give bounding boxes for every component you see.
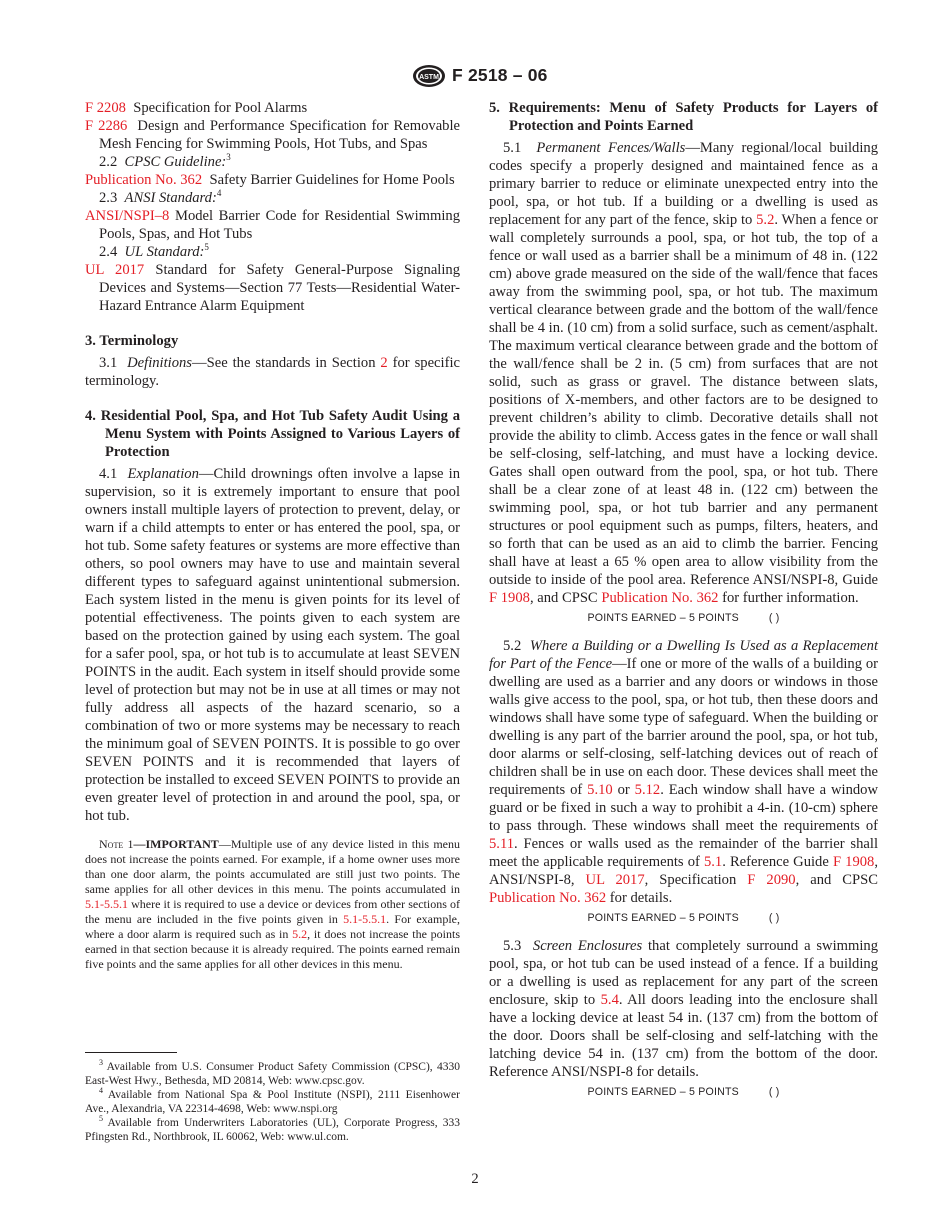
body-text: , and CPSC <box>529 590 602 606</box>
body-text: —See the standards in Section <box>192 355 381 371</box>
section-number: 2.2 <box>99 154 118 170</box>
footnote <box>85 1088 460 1116</box>
section-title: Definitions <box>127 355 192 371</box>
reference-link[interactable]: F 2286 <box>85 118 128 134</box>
note-text: , it does not increase the points earned in that section because it is already required. The points earned remain five points and the same applies for all other devices in this menu. <box>85 927 460 971</box>
points-label: POINTS EARNED – 5 POINTS <box>587 912 739 924</box>
reference-link[interactable]: F 2208 <box>85 100 126 116</box>
section-4-heading: 4. Residential Pool, Spa, and Hot Tub Safety Audit Using a Menu System with Points Assigned to Various Layers of Protection <box>85 408 460 460</box>
section-5-2 <box>489 637 878 907</box>
reference-link[interactable]: F 1908 <box>832 854 875 870</box>
right-column <box>489 99 878 1101</box>
section-5-3 <box>489 937 878 1081</box>
section-number: 4.1 <box>99 466 118 482</box>
body-text: —Child drownings often involve a lapse in supervision, so it is extremely important to ensure that pool owners install multiple layers of protection to prevent, delay, or warn if a child attempts to enter or has entered the pool, spa, or hot tub. Some safety features or systems are more effective than others, so pool owners may have to use and maintain several different types to safeguard against unintentional submersion. Each system listed in the menu is given points for its level of potential effectiveness. The points given to each system are based on the protection gained by using each system. The goal for a safer pool, spa, or hot tub is to accumulate at least SEVEN POINTS in the audit. Each system in itself should provide some level of protection but may not be in use at all times or may not fully address all aspects of the hazard scenario, so a combination of two or more systems may be necessary to reach the minimum goal of SEVEN POINTS. It is possible to go over SEVEN POINTS and it is recommended that layers of protection be installed to exceed SEVEN POINTS to provide an even greater level of protection in and around the pool, spa, or hot tub. <box>85 466 460 824</box>
section-2-4 <box>85 243 460 261</box>
note-label: Note 1 <box>99 837 134 851</box>
section-number: 5.3 <box>503 938 522 954</box>
section-title: Where a Building or a Dwelling Is Used as a Replacement for Part of the Fence <box>489 638 879 672</box>
points-label: POINTS EARNED – 5 POINTS <box>587 612 739 624</box>
body-text: for specific terminology. <box>85 355 460 389</box>
footnote-divider <box>85 1052 177 1053</box>
section-link[interactable]: 5.1 <box>703 854 723 870</box>
note-text: —Multiple use of any device listed in this menu does not increase the points earned. For example, if a home owner uses more than one door alarm, the points accumulated are still just two points. The same applies for all other devices in this menu. The points accumulated in <box>85 837 460 896</box>
footnote-marker: 4 <box>216 188 222 199</box>
body-text: . Fences or walls used as the remainder of the barrier shall meet the applicable requirements of <box>489 836 878 870</box>
body-text: for further information. <box>718 590 859 606</box>
section-number: 5.2 <box>503 638 522 654</box>
reference-link[interactable]: F 1908 <box>489 590 530 606</box>
section-link[interactable]: 5.1-5.5.1 <box>85 897 128 911</box>
body-text: —If one or more of the walls of a building or dwelling are used as a barrier and any doors or windows in those walls give access to the pool, spa, or hot tub, then these doors and windows shall have some type of safeguard. When the building or dwelling is any part of the barrier around the pool, spa, or hot tub, door alarms or self-closing, self-latching devices out of reach of children shall be in use on each door. These devices shall meet the requirements of <box>489 656 878 798</box>
standard-designation: F 2518 – 06 <box>452 65 548 85</box>
footnotes <box>85 1052 460 1144</box>
section-link[interactable]: 2 <box>380 355 388 371</box>
section-number: 3.1 <box>99 355 118 371</box>
section-title: UL Standard: <box>124 244 205 260</box>
reference-item <box>85 117 460 153</box>
section-number: 2.3 <box>99 190 118 206</box>
body-text: that completely surround a swimming pool, spa, or hot tub can be used instead of a fence. If a building or a dwelling is used as replacement for any part of the screen enclosure, skip to <box>489 938 878 1008</box>
section-title: CPSC Guideline: <box>124 154 227 170</box>
body-text: . When a fence or wall completely surrounds a pool, spa, or hot tub, the top of a fence or wall used as a barrier shall be a minimum of 48 in. (122 cm) above grade measured on the side of the wall/fence that faces away from the swimming pool, spa, or hot tub. The maximum vertical clearance between grade and the bottom of the wall/fence shall be 4 in. (10 cm) from a solid surface, such as cement/asphalt. The maximum vertical clearance between grade and the bottom of the wall/fence shall be 2 in. (5 cm) from surfaces that are not solid, such as grass or gravel. The distance between slats, positions of X-members, and other factors are to be designed to prevent children’s ability to climb. Decorative details shall not provide the ability to climb. Access gates in the fence or wall shall be self-closing, self-latching, and must have a locking device. Gates shall open outward from the pool, spa, or hot tub. There shall be a clear zone of at least 48 in. (122 cm) between the swimming pool, spa, or hot tub barrier and any permanent structures or pool equipment such as pumps, filters, heaters, and so forth that can be used as an aid to climb the barrier. Fencing shall have at least a 65 % open area to allow visibility from the outside to inside of the pool area. Reference ANSI/NSPI-8, Guide <box>489 212 878 588</box>
reference-link[interactable]: UL 2017 <box>85 262 145 278</box>
section-link[interactable]: 5.10 <box>587 782 613 798</box>
body-text: . Each window shall have a window guard or be fixed in such a way to prohibit a 4-in. (10-cm) sphere to pass through. These windows shall meet the requirements of <box>489 782 879 834</box>
reference-link[interactable]: ANSI/NSPI–8 <box>85 208 170 224</box>
body-text: , and CPSC <box>795 872 879 888</box>
points-checkbox[interactable]: ( ) <box>768 912 780 924</box>
reference-link[interactable]: Publication No. 362 <box>601 590 719 606</box>
points-checkbox[interactable]: ( ) <box>768 1086 780 1098</box>
section-5-1 <box>489 139 878 607</box>
note-important: —IMPORTANT <box>133 837 219 851</box>
page-header <box>0 64 950 90</box>
footnote-number: 5 <box>99 1114 103 1124</box>
section-link[interactable]: 5.1-5.5.1 <box>343 912 387 926</box>
section-number: 2.4 <box>99 244 118 260</box>
footnote-text: Available from National Spa & Pool Institute (NSPI), 2111 Eisenhower Ave., Alexandria, VA 22314-4698, Web: www.nspi.org <box>85 1089 460 1115</box>
body-text: —Many regional/local building codes specify a properly designed and maintained fence as a primary barrier to reduce or eliminate unexpected entry into the pool, spa, or hot tub. If a building or a dwelling is used as replacement for any part of the fence, skip to <box>489 140 879 228</box>
reference-link[interactable]: UL 2017 <box>585 872 645 888</box>
reference-link[interactable]: Publication No. 362 <box>489 890 607 906</box>
note-text: where it is required to use a device or devices from other sections of the menu are included in the five points given in <box>85 897 460 926</box>
section-3-heading: 3. Terminology <box>85 333 179 349</box>
page-number: 2 <box>471 1171 479 1187</box>
section-title: Screen Enclosures <box>532 938 643 954</box>
body-text: . All doors leading into the enclosure shall have a locking device at least 54 in. (137 cm) from the bottom of the door. Doors shall be self-closing and self-latching with the latching device 54 in. (137 cm) from the bottom of the door. Reference ANSI/NSPI-8 for details. <box>489 992 878 1080</box>
section-2-3 <box>85 189 460 207</box>
astm-logo-icon <box>412 64 446 88</box>
section-5-heading: 5. Requirements: Menu of Safety Products for Layers of Protection and Points Earned <box>489 100 878 134</box>
reference-text: Safety Barrier Guidelines for Home Pools <box>209 172 455 188</box>
points-earned <box>489 909 878 927</box>
reference-text: Design and Performance Specification for Removable Mesh Fencing for Swimming Pools, Hot Tubs, and Spas <box>99 118 461 152</box>
left-column <box>85 99 460 972</box>
reference-item <box>85 99 460 117</box>
points-earned <box>489 1083 878 1101</box>
body-text: , Specification <box>644 872 748 888</box>
footnote-number: 4 <box>99 1086 103 1096</box>
reference-item <box>85 171 460 189</box>
footnote <box>85 1116 460 1144</box>
section-4-1 <box>85 465 460 825</box>
reference-item <box>85 207 460 243</box>
body-text: or <box>612 782 635 798</box>
section-link[interactable]: 5.4 <box>600 992 619 1008</box>
reference-link[interactable]: F 2090 <box>747 872 796 888</box>
section-title: Permanent Fences/Walls <box>536 140 686 156</box>
reference-text: Specification for Pool Alarms <box>133 100 308 116</box>
section-title: ANSI Standard: <box>124 190 217 206</box>
footnote-text: Available from U.S. Consumer Product Safety Commission (CPSC), 4330 East-West Hwy., Bethesda, MD 20814, Web: www.cpsc.gov. <box>85 1061 460 1087</box>
points-earned <box>489 609 878 627</box>
section-link[interactable]: 5.12 <box>634 782 661 798</box>
points-checkbox[interactable]: ( ) <box>768 612 780 624</box>
reference-link[interactable]: Publication No. 362 <box>85 172 203 188</box>
footnote-marker: 3 <box>226 152 231 163</box>
section-link[interactable]: 5.11 <box>489 836 514 852</box>
footnote-text: Available from Underwriters Laboratories (UL), Corporate Progress, 333 Pfingsten Rd., Northbrook, IL 60062, Web: www.ul.com. <box>85 1117 460 1143</box>
footnote <box>85 1060 460 1088</box>
footnote-number: 3 <box>99 1058 103 1068</box>
points-label: POINTS EARNED – 5 POINTS <box>587 1086 739 1098</box>
note-text: . For example, where a door alarm is required such as in <box>85 912 460 941</box>
section-3-1 <box>85 354 460 390</box>
reference-text: Model Barrier Code for Residential Swimming Pools, Spas, and Hot Tubs <box>99 208 460 242</box>
section-link[interactable]: 5.2 <box>756 212 775 228</box>
reference-text: Standard for Safety General-Purpose Signaling Devices and Systems—Section 77 Tests—Residential Water-Hazard Entrance Alarm Equipment <box>99 262 460 314</box>
footnote-marker: 5 <box>204 242 209 253</box>
section-number: 5.1 <box>503 140 522 156</box>
section-title: Explanation <box>127 466 199 482</box>
svg-text:ASTM: ASTM <box>419 74 439 81</box>
body-text: . Reference Guide <box>722 854 833 870</box>
section-link[interactable]: 5.2 <box>292 927 308 941</box>
body-text: , ANSI/NSPI-8, <box>489 854 878 888</box>
note-1 <box>85 837 460 972</box>
section-2-2 <box>85 153 460 171</box>
reference-item <box>85 261 460 315</box>
body-text: for details. <box>606 890 673 906</box>
